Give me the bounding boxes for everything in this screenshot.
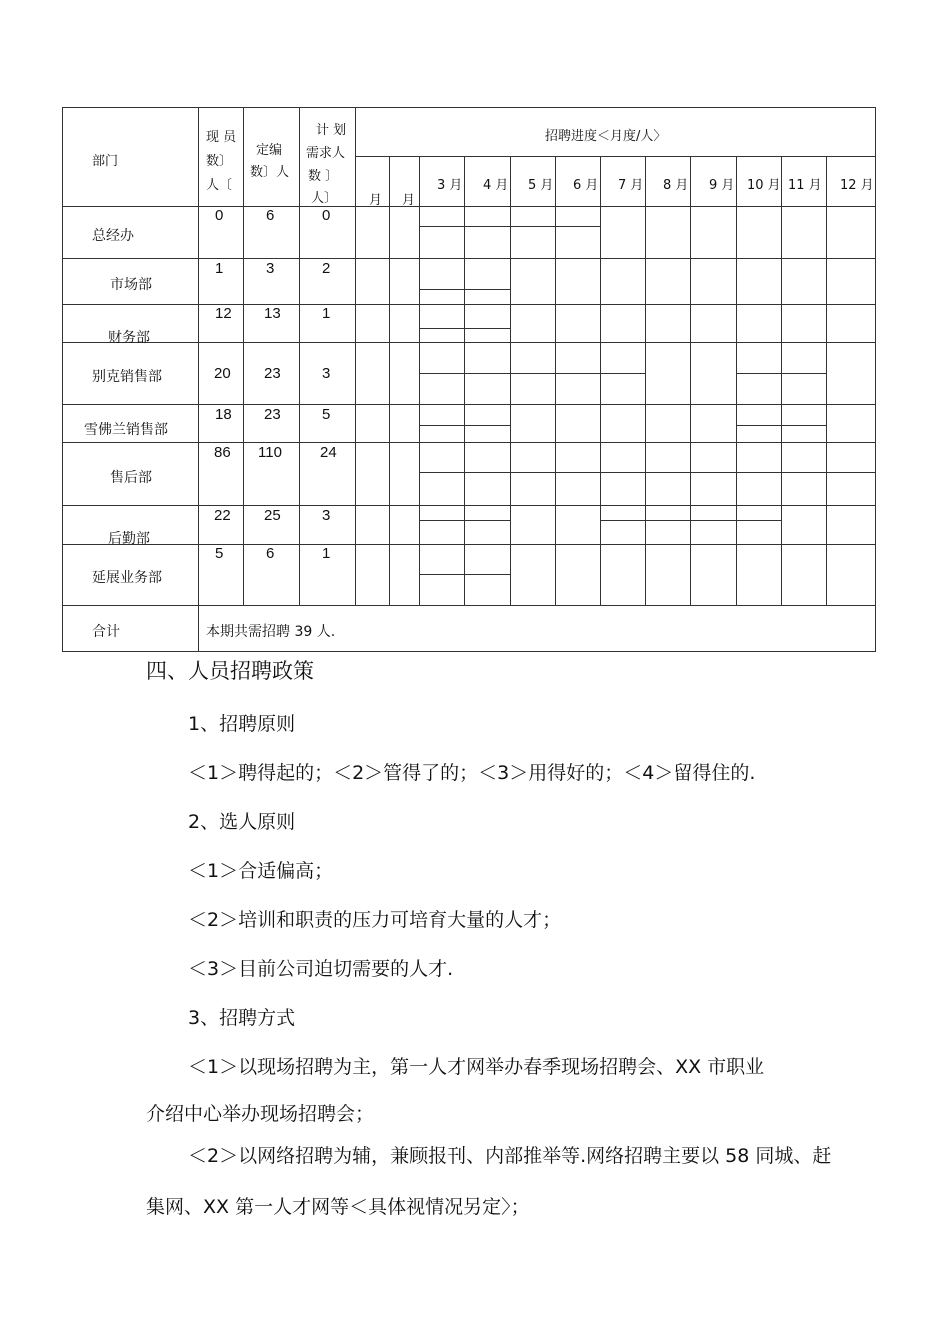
row-need: 1 — [322, 305, 331, 322]
row-current: 1 — [215, 260, 224, 277]
row-current: 22 — [214, 507, 231, 524]
row-dept: 售后部 — [110, 470, 152, 486]
header-current-staff-3: 人〔 — [206, 178, 233, 193]
row-quota: 3 — [266, 260, 275, 277]
header-month-4: 4 月 — [483, 178, 509, 193]
row-current: 5 — [215, 545, 224, 562]
row-dept: 延展业务部 — [92, 570, 162, 586]
header-quota-2: 数〕人 — [250, 165, 290, 180]
row-quota: 110 — [258, 444, 282, 461]
header-month-9: 9 月 — [709, 178, 735, 193]
header-month-5: 5 月 — [528, 178, 554, 193]
row-need: 1 — [322, 545, 331, 562]
selection-item-1: ＜1＞合适偏高； — [188, 860, 334, 882]
method-item-2-line-2: 集网、XX 第一人才网等＜具体视情况另定〉； — [146, 1196, 530, 1218]
method-item-1-line-1: ＜1＞以现场招聘为主，第一人才网举办春季现场招聘会、XX 市职业 — [188, 1056, 765, 1078]
selection-item-2: ＜2＞培训和职责的压力可培育大量的人才； — [188, 909, 562, 931]
header-current-staff-1: 现 员 — [206, 130, 237, 145]
method-item-1-line-2: 介绍中心举办现场招聘会； — [146, 1103, 375, 1125]
row-quota: 6 — [266, 545, 275, 562]
header-month-8: 8 月 — [663, 178, 689, 193]
row-quota: 23 — [264, 365, 281, 382]
header-month-2: 月 — [402, 193, 416, 208]
total-label: 合计 — [92, 624, 120, 640]
row-dept: 雪佛兰销售部 — [84, 422, 168, 438]
row-need: 3 — [322, 507, 331, 524]
header-department: 部门 — [92, 154, 119, 169]
method-item-2-line-1: ＜2＞以网络招聘为辅，兼顾报刊、内部推举等.网络招聘主要以 58 同城、赶 — [188, 1145, 832, 1167]
section-title: 四、人员招聘政策 — [146, 659, 314, 683]
header-month-3: 3 月 — [437, 178, 463, 193]
row-current: 18 — [215, 406, 232, 423]
row-quota: 13 — [264, 305, 281, 322]
header-month-1: 月 — [369, 193, 383, 208]
principle-text: ＜1＞聘得起的；＜2＞管得了的；＜3＞用得好的；＜4＞留得住的. — [188, 762, 756, 784]
header-current-staff-2: 数〕 — [206, 154, 233, 169]
row-current: 86 — [214, 444, 231, 461]
row-dept: 市场部 — [110, 277, 152, 293]
row-quota: 6 — [266, 207, 275, 224]
row-dept: 总经办 — [92, 228, 134, 244]
header-planned-1: 计 划 — [316, 123, 347, 138]
row-need: 0 — [322, 207, 331, 224]
row-dept: 后勤部 — [108, 531, 150, 547]
row-need: 3 — [322, 365, 331, 382]
header-month-12: 12 月 — [840, 178, 874, 193]
header-month-11: 11 月 — [788, 178, 822, 193]
row-quota: 25 — [264, 507, 281, 524]
header-planned-3: 数 〕 — [308, 169, 339, 184]
principle-heading: 1、招聘原则 — [188, 713, 296, 735]
row-dept: 财务部 — [108, 330, 150, 346]
selection-item-3: ＜3＞目前公司迫切需要的人才. — [188, 958, 454, 980]
row-need: 2 — [322, 260, 331, 277]
row-need: 5 — [322, 406, 331, 423]
header-planned-2: 需求人 — [306, 146, 346, 161]
row-current: 20 — [214, 365, 231, 382]
row-current: 12 — [215, 305, 232, 322]
selection-heading: 2、选人原则 — [188, 811, 296, 833]
header-month-7: 7 月 — [618, 178, 644, 193]
row-need: 24 — [320, 444, 337, 461]
header-planned-4: 人〕 — [311, 191, 338, 206]
method-heading: 3、招聘方式 — [188, 1007, 296, 1029]
header-progress: 招聘进度＜月度/人〉 — [545, 129, 667, 144]
row-dept: 别克销售部 — [92, 369, 162, 385]
header-month-6: 6 月 — [573, 178, 599, 193]
header-quota-1: 定编 — [256, 143, 283, 158]
header-month-10: 10 月 — [747, 178, 781, 193]
row-quota: 23 — [264, 406, 281, 423]
row-current: 0 — [215, 207, 224, 224]
total-text: 本期共需招聘 39 人. — [206, 624, 336, 640]
